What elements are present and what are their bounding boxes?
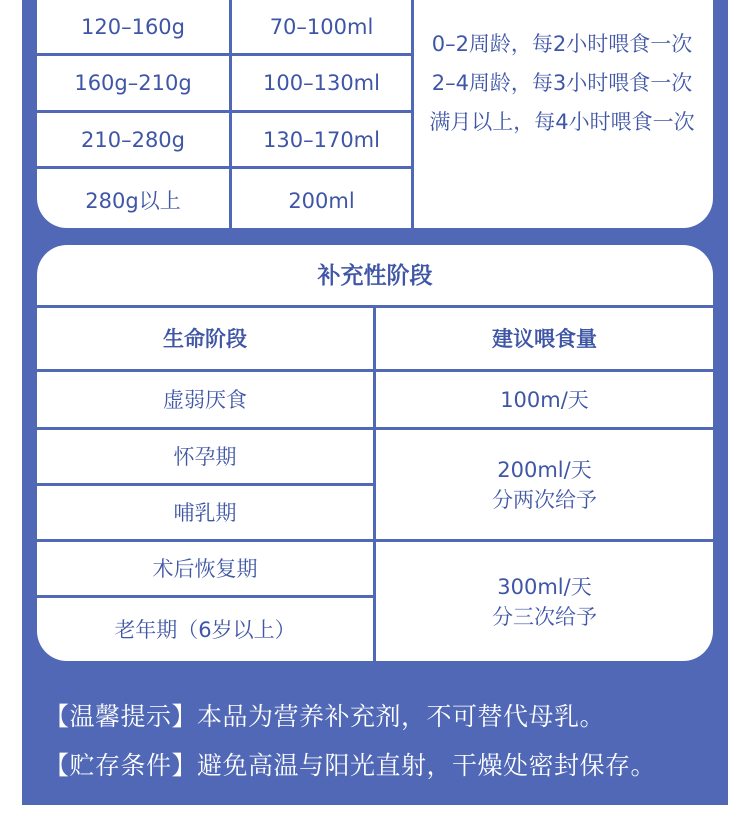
schedule-line: 2–4周龄，每3小时喂食一次 bbox=[431, 71, 693, 95]
schedule-line: 满月以上，每4小时喂食一次 bbox=[429, 110, 695, 134]
warm-tip: 【温馨提示】本品为营养补充剂，不可替代母乳。 bbox=[44, 702, 606, 731]
amount-line: 200ml/天 bbox=[497, 457, 592, 482]
stage-cell: 怀孕期 bbox=[173, 444, 237, 469]
amount-cell: 200ml bbox=[288, 189, 355, 213]
schedule-line: 0–2周龄，每2小时喂食一次 bbox=[431, 32, 693, 56]
table-title: 补充性阶段 bbox=[317, 263, 433, 289]
amount-cell: 70–100ml bbox=[269, 14, 374, 39]
amount-line: 300ml/天 bbox=[497, 574, 592, 599]
stage-cell: 虚弱厌食 bbox=[163, 387, 247, 412]
stage-cell: 术后恢复期 bbox=[152, 556, 258, 581]
feeding-table-card bbox=[37, 0, 713, 228]
feeding-schedule bbox=[422, 25, 702, 142]
table1-divider bbox=[411, 0, 414, 228]
amount-cell: 100–130ml bbox=[263, 71, 380, 95]
header-amount: 建议喂食量 bbox=[492, 326, 597, 351]
amount-cell: 100m/天 bbox=[500, 387, 589, 412]
amount-line: 分两次给予 bbox=[492, 487, 597, 512]
stage-cell: 哺乳期 bbox=[173, 500, 237, 525]
weight-cell: 210–280g bbox=[81, 127, 185, 152]
storage-condition: 【贮存条件】避免高温与阳光直射，干燥处密封保存。 bbox=[44, 751, 657, 780]
amount-line: 分三次给予 bbox=[492, 604, 597, 629]
stage-cell: 老年期（6岁以上） bbox=[114, 617, 296, 642]
header-stage: 生命阶段 bbox=[163, 326, 247, 351]
weight-cell: 160g–210g bbox=[74, 71, 192, 95]
amount-cell: 130–170ml bbox=[263, 127, 380, 152]
supplement-table-card bbox=[37, 245, 713, 661]
amount-cell bbox=[376, 542, 713, 661]
weight-cell: 280g以上 bbox=[85, 189, 181, 213]
weight-cell: 120–160g bbox=[81, 14, 185, 39]
amount-cell bbox=[376, 430, 713, 539]
